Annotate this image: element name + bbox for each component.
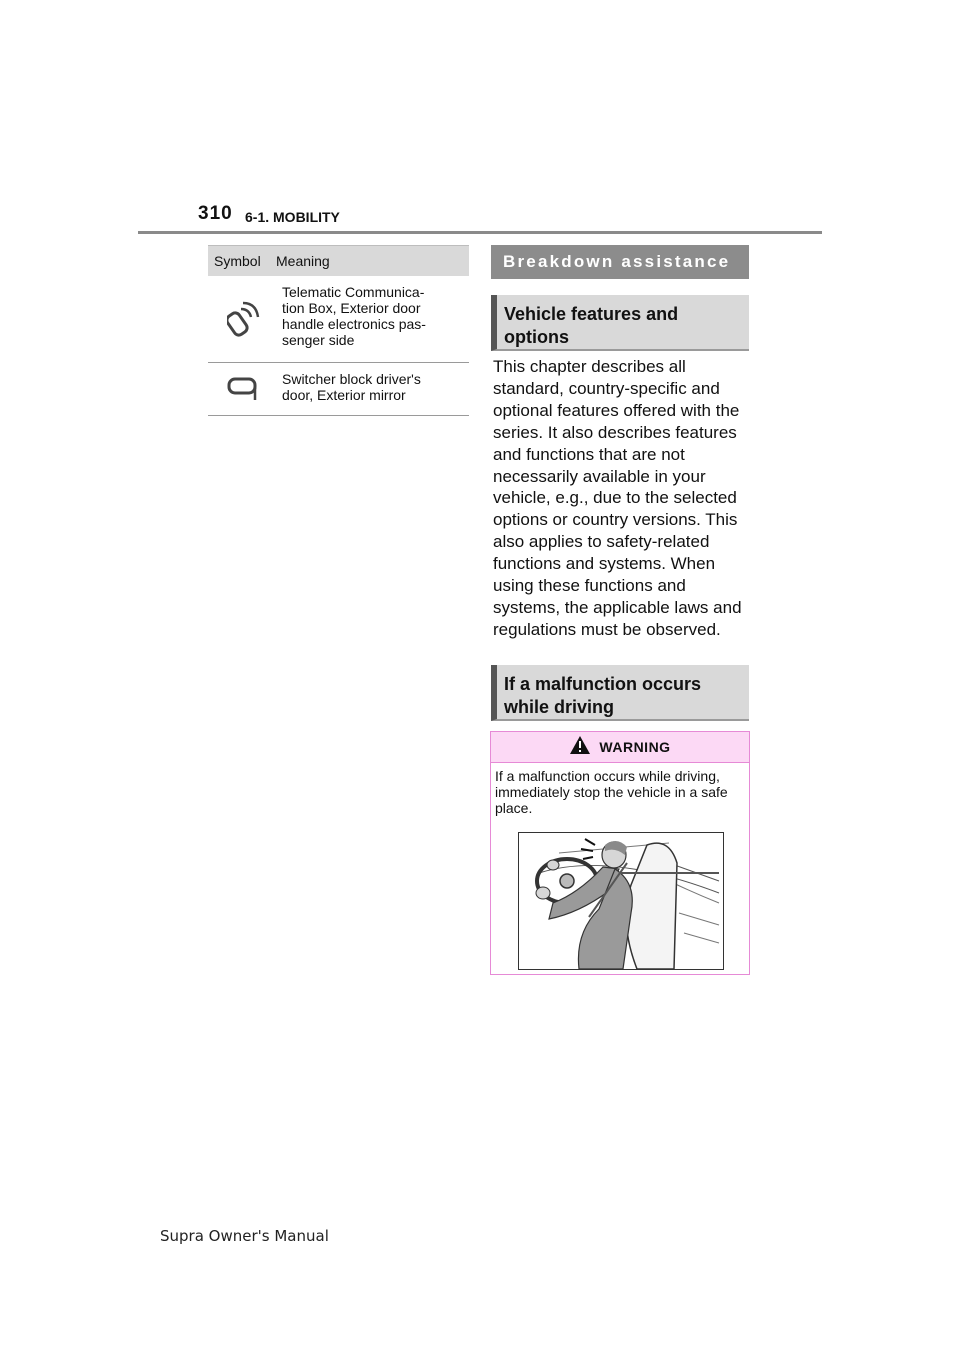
section-title: 6-1. MOBILITY (245, 209, 340, 225)
driver-stopping-illustration (518, 832, 724, 970)
page-number: 310 (198, 203, 233, 224)
table-row (208, 363, 469, 416)
table-header-symbol: Symbol (214, 253, 261, 269)
section-heading: Breakdown assistance (491, 245, 749, 279)
table-cell-meaning: Switcher block driver's door, Exterior mirror (282, 371, 421, 403)
manual-name: Supra Owner's Manual (160, 1227, 329, 1245)
warning-header (491, 732, 749, 763)
table-cell-meaning: Telematic Communica- tion Box, Exterior door handle electronics pas- senger side (282, 284, 426, 348)
warning-label: WARNING (599, 739, 671, 755)
warning-triangle-icon (569, 735, 591, 760)
warning-text: If a malfunction occurs while driving, immediately stop the vehicle in a safe place. (495, 768, 728, 816)
subheading-malfunction: If a malfunction occurs while driving (491, 665, 749, 721)
table-header-row (208, 245, 469, 276)
body-paragraph: This chapter describes all standard, country-specific and optional features offered with the series. It also describes features and functions that are not necessarily available in your vehicle, e.g., due to the selected options or country versions. This also applies to safety-related functions and systems. When using these functions and systems, the applicable laws and regulations must be observed. (493, 357, 742, 639)
warning-box (490, 731, 750, 975)
header-rule (138, 231, 822, 234)
wireless-module-icon (208, 276, 280, 362)
symbol-table (208, 245, 469, 416)
table-row (208, 276, 469, 363)
mirror-switch-icon (208, 363, 280, 415)
subheading-features: Vehicle features and options (491, 295, 749, 351)
table-header-meaning: Meaning (276, 253, 330, 269)
